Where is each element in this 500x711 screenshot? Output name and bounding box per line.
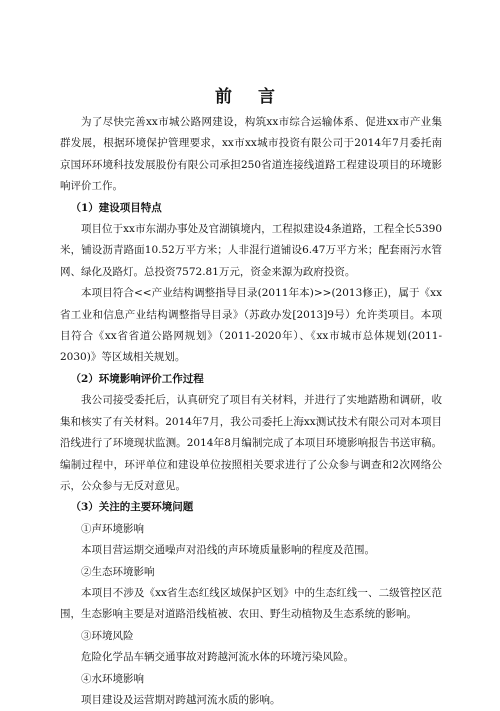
document-body — [60, 112, 442, 711]
risk-paragraph: 危险化学品车辆交通事故对跨越河流水体的环境污染风险。 — [81, 651, 354, 664]
page-title: 前 言 — [215, 87, 285, 107]
intro-paragraph: 为了尽快完善xx市城公路网建设，构筑xx市综合运输体系、促进xx市产业集群发展，根据环境保护管理要求，xx市xx城市投资有限公司于2014年7月委托南京国环环境科技发展股份有限公司承担250省道连接线道路工程建设项目的环境影响评价工作。 — [60, 116, 442, 193]
subheading-acoustic: ①声环境影响 — [81, 522, 144, 535]
project-location-paragraph: 项目位于xx市东湖办事处及官湖镇境内，工程拟建设4条道路，工程全长5390米，铺设沥青路面10.52万平方米；人非混行道铺设6.47万平方米；配套雨污水管网、绿化及路灯。总投资7572.81万元，资金来源为政府投资。 — [60, 223, 442, 278]
section-heading-project-features: （1）建设项目特点 — [70, 201, 162, 214]
section-heading-eia-process: （2）环境影响评价工作过程 — [70, 372, 204, 385]
section-heading-key-issues: （3）关注的主要环境问题 — [70, 501, 194, 514]
water-paragraph: 项目建设及运营期对跨越河流水质的影响。 — [81, 693, 281, 706]
subheading-risk: ③环境风险 — [81, 629, 134, 642]
eia-process-paragraph: 我公司接受委托后，认真研究了项目有关材料，并进行了实地踏勘和调研，收集和核实了有关材料。2014年7月，我公司委托上海xx测试技术有限公司对本项目沿线进行了环境现状监测。2014年8月编制完成了本项目环境影响报告书送审稿。编制过程中，环评单位和建设单位按照相关要求进行了公众参与调查和2次网络公示，公众参与无反对意见。 — [60, 394, 442, 492]
subheading-water: ④水环境影响 — [81, 672, 144, 685]
acoustic-paragraph: 本项目营运期交通噪声对沿线的声环境质量影响的程度及范围。 — [81, 544, 375, 557]
policy-compliance-paragraph: 本项目符合<<产业结构调整指导目录(2011年本)>>(2013修正)，属于《xx省工业和信息产业结构调整指导目录》（苏政办发[2013]9号）允许类项目。本项目符合《xx省省道公路网规划》（2011-2020年）、《xx市城市总体规划(2011-2030)》等区域相关规划。 — [60, 287, 442, 364]
subheading-ecology: ②生态环境影响 — [81, 565, 155, 578]
ecology-paragraph: 本项目不涉及《xx省生态红线区域保护区划》中的生态红线一、二级管控区范围，生态影响主要是对道路沿线植被、农田、野生动植物及生态系统的影响。 — [60, 586, 442, 621]
